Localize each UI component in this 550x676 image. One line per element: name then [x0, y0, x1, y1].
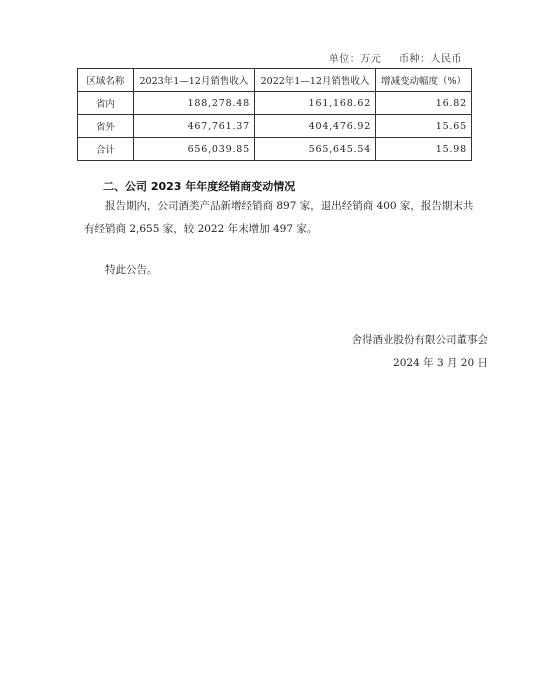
cell-revenue-2022: 161,168.62	[254, 92, 375, 115]
header-change: 增减变动幅度（%）	[376, 69, 472, 92]
cell-revenue-2023: 656,039.85	[133, 138, 254, 161]
signer: 舍得酒业股份有限公司董事会	[351, 334, 488, 346]
closing-text: 特此公告。	[105, 264, 158, 276]
section-title: 二、公司 2023 年年度经销商变动情况	[103, 180, 296, 193]
signing-date: 2024 年 3 月 20 日	[393, 357, 488, 369]
cell-change: 16.82	[376, 92, 472, 115]
table-row	[78, 115, 472, 138]
cell-revenue-2022: 565,645.54	[254, 138, 375, 161]
cell-region: 省外	[78, 115, 134, 138]
sales-table	[77, 68, 472, 161]
unit-label: 单位：万元	[328, 54, 382, 65]
cell-change: 15.98	[376, 138, 472, 161]
header-revenue-2022: 2022年1—12月销售收入	[254, 69, 375, 92]
table-header-row	[78, 69, 472, 92]
table-row	[78, 92, 472, 115]
header-region: 区域名称	[78, 69, 134, 92]
header-revenue-2023: 2023年1—12月销售收入	[133, 69, 254, 92]
cell-change: 15.65	[376, 115, 472, 138]
cell-region: 省内	[78, 92, 134, 115]
cell-revenue-2022: 404,476.92	[254, 115, 375, 138]
section-body: 报告期内，公司酒类产品新增经销商 897 家，退出经销商 400 家，报告期末共有经销商 2,655 家，较 2022 年末增加 497 家。	[84, 200, 474, 235]
currency-label: 币种：人民币	[399, 54, 462, 65]
unit-line	[329, 50, 462, 65]
cell-revenue-2023: 188,278.48	[133, 92, 254, 115]
cell-revenue-2023: 467,761.37	[133, 115, 254, 138]
table-row	[78, 138, 472, 161]
cell-region: 合计	[78, 138, 134, 161]
